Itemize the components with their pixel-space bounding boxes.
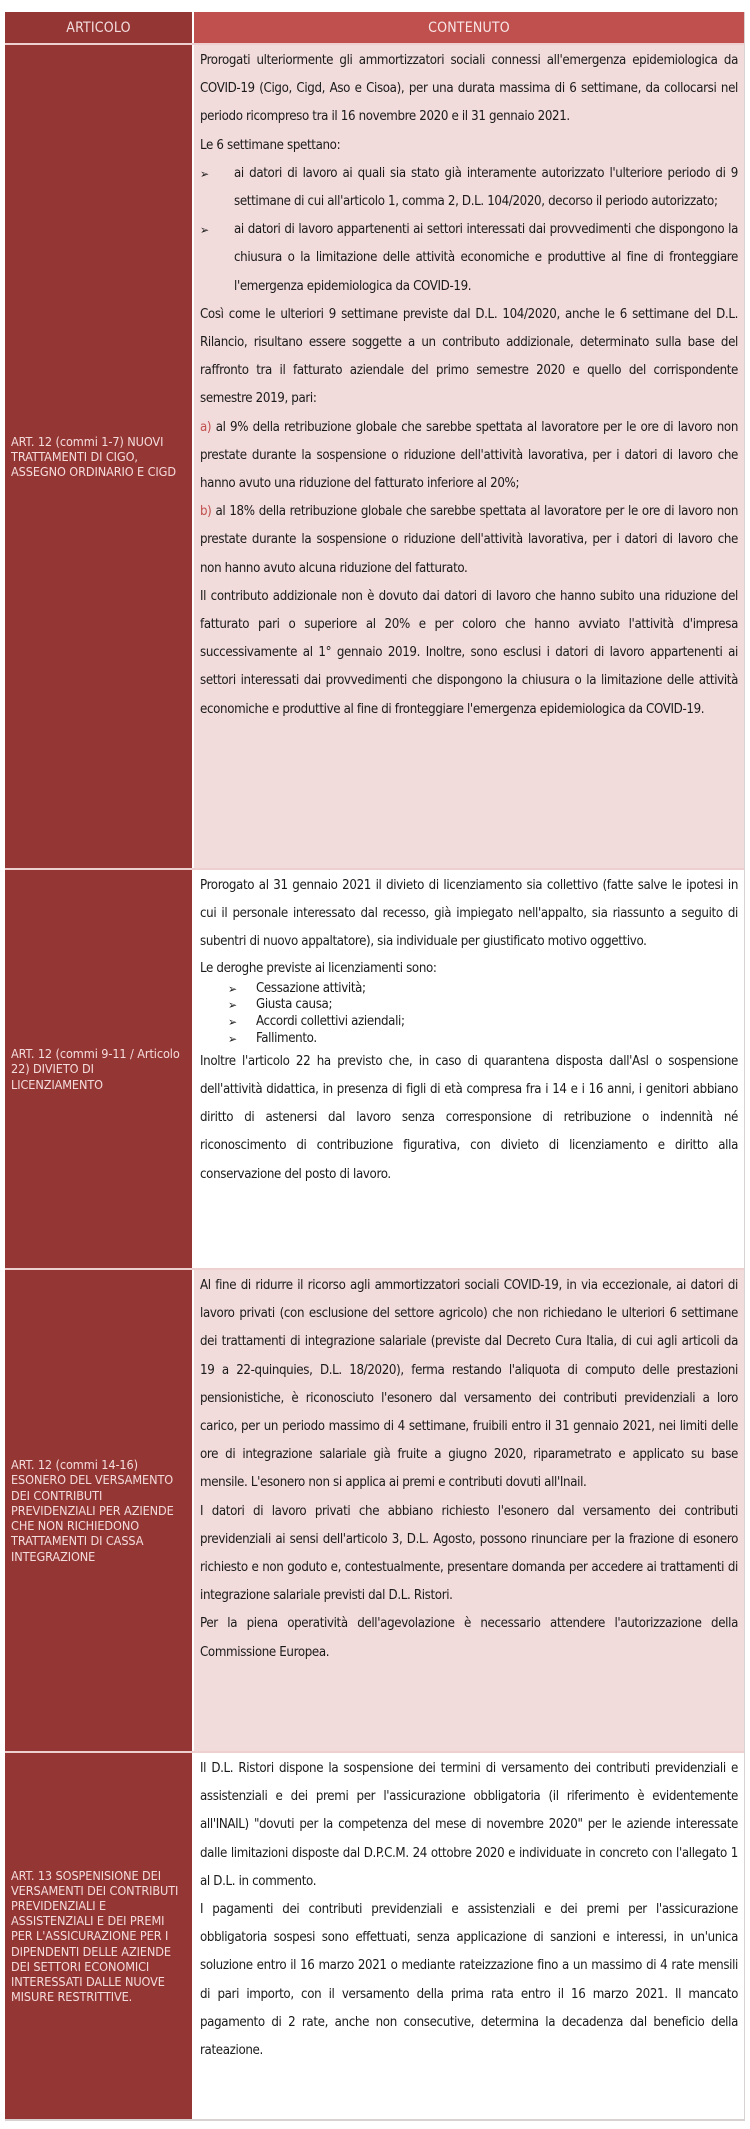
item-label-a: a) xyxy=(200,419,212,435)
articles-table xyxy=(5,12,745,2121)
paragraph: Il D.L. Ristori dispone la sospensione dei termini di versamento dei contributi previdenziali e assistenziali e dei premi per l'assicurazione obbligatoria (il riferimento è evidentemente all'INAIL) "dovuti per la competenza del mese di novembre 2020" per le aziende interessate dalle limitazioni disposte dal D.P.C.M. 24 ottobre 2020 e individuate in concreto con l'allegato 1 al D.L. in commento. xyxy=(200,1761,738,1889)
paragraph: Al fine di ridurre il ricorso agli ammortizzatori sociali COVID-19, in via eccezionale, ai datori di lavoro privati (con esclusione del settore agricolo) che non richiedano le ulteriori 6 settimane dei trattamenti di integrazione salariale (previste dal Decreto Cura Italia, di cui agli articoli da 19 a 22-quinquies, D.L. 18/2020), ferma restando l'aliquota di computo delle prestazioni pensionistiche, è riconosciuto l'esonero dal versamento dei contributi previdenziali a loro carico, per un periodo massimo di 4 settimane, fruibili entro il 31 gennaio 2021, nei limiti delle ore di integrazione salariale già fruite a giugno 2020, riparametrato e applicato su base mensile. L'esonero non si applica ai premi e contributi dovuti all'Inail. xyxy=(200,1278,738,1491)
article-cell: ART. 12 (commi 14-16) ESONERO DEL VERSAMENTO DEI CONTRIBUTI PREVIDENZIALI PER AZIENDE CHE NON RICHIEDONO TRATTAMENTI DI CASSA INTEGRAZIONE xyxy=(5,1270,192,1751)
list-item: ➢ Cessazione attività; xyxy=(228,980,366,996)
content-cell xyxy=(192,45,744,868)
item-label-b: b) xyxy=(200,504,212,520)
article-cell: ART. 12 (commi 9-11 / Articolo 22) DIVIETO DI LICENZIAMENTO xyxy=(5,870,192,1268)
paragraph: Le deroghe previste ai licenziamenti sono: xyxy=(200,960,437,976)
paragraph: Inoltre l'articolo 22 ha previsto che, in caso di quarantena disposta dall'Asl o sospensione dell'attività didattica, in presenza di figli di età compresa fra i 14 e i 16 anni, i genitori abbiano diritto di astenersi dal lavoro senza corresponsione di retribuzione o indennità né riconoscimento di contribuzione figurativa, con divieto di licenziamento e diritto alla conservazione del posto di lavoro. xyxy=(200,1053,738,1182)
table-row xyxy=(5,45,744,870)
paragraph: I datori di lavoro privati che abbiano richiesto l'esonero dal versamento dei contributi previdenziali ai sensi dell'articolo 3, D.L. Agosto, possono rinunciare per la frazione di esonero richiesto e non goduto e, contestualmente, presentare domanda per accedere ai trattamenti di integrazione salariale previsti dal D.L. Ristori. xyxy=(200,1503,738,1604)
paragraph: Le 6 settimane spettano: xyxy=(200,137,341,153)
list-item: ➢ Giusta causa; xyxy=(228,997,333,1013)
arrow-bullet-icon: ➢ xyxy=(200,166,209,181)
header-contenuto: CONTENUTO xyxy=(192,12,744,43)
content-cell xyxy=(192,1753,744,2119)
paragraph: Per la piena operatività dell'agevolazione è necessario attendere l'autorizzazione della Commissione Europea. xyxy=(200,1616,738,1660)
table-row xyxy=(5,1753,744,2119)
table-row xyxy=(5,870,744,1270)
paragraph-a: a) al 9% della retribuzione globale che sarebbe spettata al lavoratore per le ore di lavoro non prestate durante la sospensione o riduzione dell'attività lavorativa, per i datori di lavoro che hanno avuto una riduzione del fatturato inferiore al 20%; xyxy=(200,419,739,492)
list-item: ➢ Accordi collettivi aziendali; xyxy=(228,1014,405,1030)
article-cell: ART. 12 (commi 1-7) NUOVI TRATTAMENTI DI CIGO, ASSEGNO ORDINARIO E CIGD xyxy=(5,45,192,868)
table-header xyxy=(5,12,744,45)
arrow-bullet-icon: ➢ xyxy=(200,223,209,238)
paragraph: Prorogato al 31 gennaio 2021 il divieto di licenziamento sia collettivo (fatte salve le ipotesi in cui il personale interessato dal recesso, già impiegato nell'appalto, sia riassunto a seguito di subentri di nuovo appaltatore), sia individuale per giustificato motivo oggettivo. xyxy=(200,878,738,950)
paragraph: Il contributo addizionale non è dovuto dai datori di lavoro che hanno subito una riduzione del fatturato pari o superiore al 20% e per coloro che hanno avviato l'attività d'impresa successivamente al 1° gennaio 2019. Inoltre, sono esclusi i datori di lavoro appartenenti ai settori interessati dai provvedimenti che dispongono la chiusura o la limitazione delle attività economiche e produttive al fine di fronteggiare l'emergenza epidemiologica da COVID-19. xyxy=(200,588,738,717)
list-item: ➢ ai datori di lavoro appartenenti ai settori interessati dai provvedimenti che dispongono la chiusura o la limitazione delle attività economiche e produttive al fine di fronteggiare l'emergenza epidemiologica da COVID-19. xyxy=(200,216,738,301)
content-cell xyxy=(192,1270,744,1751)
list-item: ➢ Fallimento. xyxy=(228,1031,317,1046)
content-cell xyxy=(192,870,744,1268)
arrow-bullet-icon: ➢ xyxy=(228,998,237,1013)
paragraph: Prorogati ulteriormente gli ammortizzatori sociali connessi all'emergenza epidemiologica da COVID-19 (Cigo, Cigd, Aso e Cisoa), per una durata massima di 6 settimane, da collocarsi nel periodo ricompreso tra il 16 novembre 2020 e il 31 gennaio 2021. xyxy=(200,53,738,125)
paragraph-b: b) al 18% della retribuzione globale che sarebbe spettata al lavoratore per le ore di lavoro non prestate durante la sospensione o riduzione dell'attività lavorativa, per i datori di lavoro che non hanno avuto alcuna riduzione del fatturato. xyxy=(200,504,738,576)
header-articolo: ARTICOLO xyxy=(5,12,192,43)
paragraph: Così come le ulteriori 9 settimane previste dal D.L. 104/2020, anche le 6 settimane del D.L. Rilancio, risultano essere soggette a un contributo addizionale, determinato sulla base del raffronto tra il fatturato aziendale del primo semestre 2020 e quello del corrispondente semestre 2019, pari: xyxy=(200,306,738,407)
list-item: ➢ ai datori di lavoro ai quali sia stato già interamente autorizzato l'ulteriore periodo di 9 settimane di cui all'articolo 1, comma 2, D.L. 104/2020, decorso il periodo autorizzato; xyxy=(200,160,738,216)
arrow-bullet-icon: ➢ xyxy=(228,1032,237,1046)
article-cell: ART. 13 SOSPENISIONE DEI VERSAMENTI DEI CONTRIBUTI PREVIDENZIALI E ASSISTENZIALI E DEI PREMI PER L'ASSICURAZIONE PER I DIPENDENTI DELLE AZIENDE DEI SETTORI ECONOMICI INTERESSATI DALLE NUOVE MISURE RESTRITTIVE. xyxy=(5,1753,192,2119)
paragraph: I pagamenti dei contributi previdenziali e assistenziali e dei premi per l'assicurazione obbligatoria sospesi sono effettuati, senza applicazione di sanzioni e interessi, in un'unica soluzione entro il 16 marzo 2021 o mediante rateizzazione fino a un massimo di 4 rate mensili di pari importo, con il versamento della prima rata entro il 16 marzo 2021. Il mancato pagamento di 2 rate, anche non consecutive, determina la decadenza dal beneficio della rateazione. xyxy=(200,1902,738,2059)
arrow-bullet-icon: ➢ xyxy=(228,981,237,996)
table-row xyxy=(5,1270,744,1753)
arrow-bullet-icon: ➢ xyxy=(228,1015,237,1030)
